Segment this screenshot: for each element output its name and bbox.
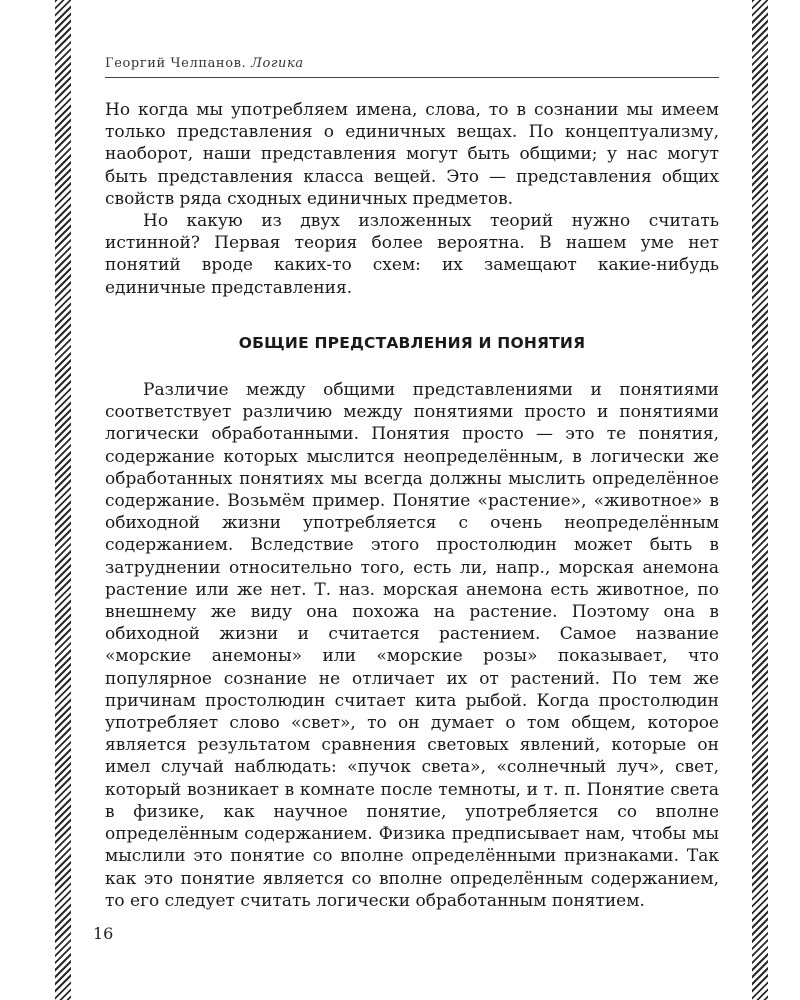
- paragraph: Но какую из двух изложенных теорий нужно считать истинной? Первая теория более вероятна. В нашем уме нет понятий вроде каких-то схем: их замещают какие-нибудь единичные представления.: [105, 211, 719, 298]
- page-number: 16: [93, 924, 114, 943]
- header-book-title: Логика: [251, 56, 304, 71]
- right-page-edge-decoration: [752, 0, 768, 1000]
- paragraph: Различие между общими представлениями и понятиями соответствует различию между понятиями просто и понятиями логически обработанными. Понятия просто — это те понятия, содержание которых мыслится неопределённым, в логически же обработанных понятиях мы всегда должны мыслить определённое содержание. Возьмём пример. Понятие «растение», «животное» в обиходной жизни употребляется с очень неопределённым содержанием. Вследствие этого простолюдин может быть в затруднении относительно того, есть ли, напр., морская анемона растение или же нет. Т. наз. морская анемона есть животное, по внешнему же виду она похожа на растение. Поэтому она в обиходной жизни и считается растением. Самое название «морские анемоны» или «морские розы» показывает, что популярное сознание не отличает их от растений. По тем же причинам простолюдин считает кита рыбой. Когда простолюдин употребляет слово «свет», то он думает о том общем, которое является результатом сравнения световых явлений, которые он имел случай наблюдать: «пучок света», «солнечный луч», свет, который возникает в комнате после темноты, и т. п. Понятие света в физике, как научное понятие, употребляется со вполне определённым содержанием. Физика предписывает нам, чтобы мы мыслили это понятие со вполне определёнными признаками. Так как это понятие является со вполне определённым содержанием, то его следует считать логически обработанным понятием.: [105, 380, 719, 911]
- paragraphs-before-section: [105, 99, 719, 299]
- left-page-edge-decoration: [55, 0, 71, 1000]
- paragraphs-after-section: [105, 379, 719, 912]
- body-text: [105, 99, 719, 912]
- book-page: [105, 56, 719, 912]
- running-header: [105, 56, 719, 78]
- paragraph: Но когда мы употребляем имена, слова, то в сознании мы имеем только представления о единичных вещах. По концептуализму, наоборот, наши представления могут быть общими; у нас могут быть представления класса вещей. Это — представления общих свойств ряда сходных единичных предметов.: [105, 100, 719, 209]
- header-author: Георгий Челпанов.: [105, 56, 247, 71]
- section-title: ОБЩИЕ ПРЕДСТАВЛЕНИЯ И ПОНЯТИЯ: [238, 333, 586, 352]
